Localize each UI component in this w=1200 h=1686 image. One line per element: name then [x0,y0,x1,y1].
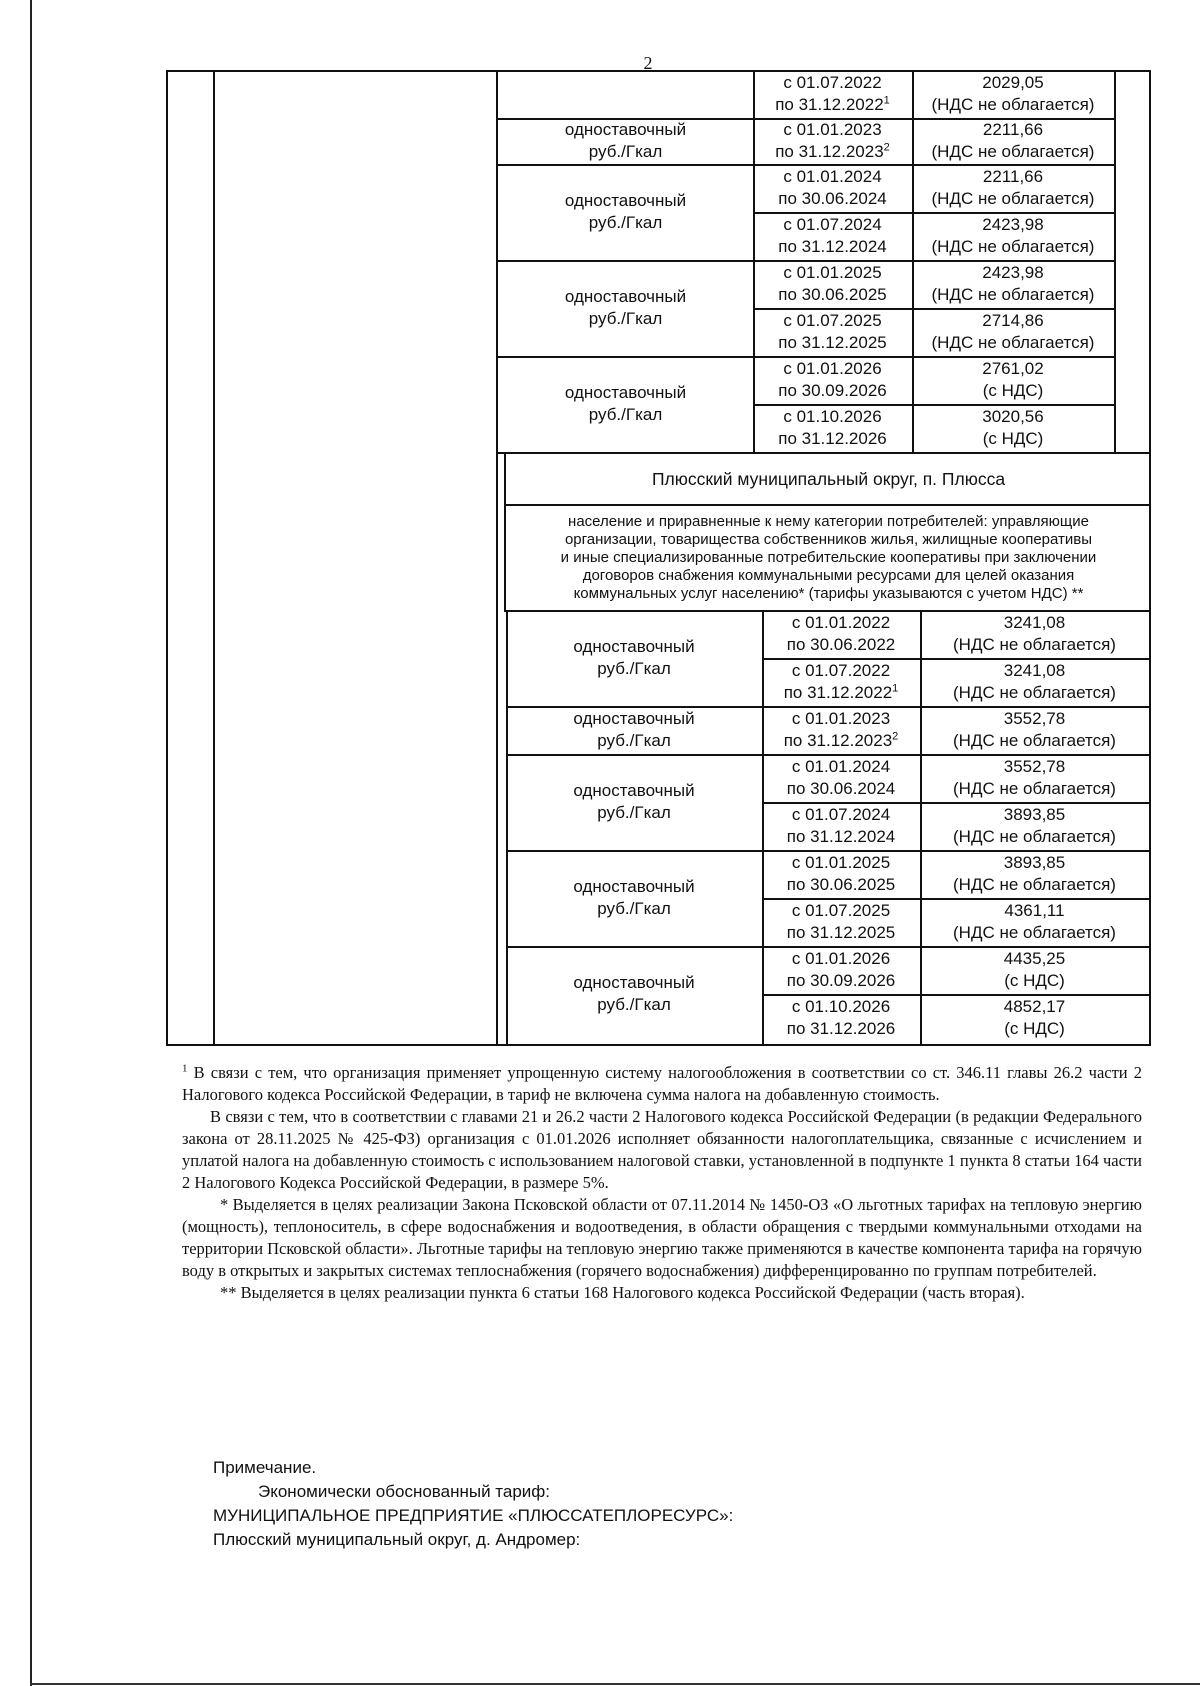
period-cell: с 01.01.2026 по 30.09.2026 [778,359,887,400]
tariff-value-cell: 2423,98 (НДС не облагается) [931,215,1095,256]
tariff-value-cell: 3020,56 (с НДС) [982,407,1044,448]
period-cell: с 01.10.2026 по 31.12.2026 [778,407,887,448]
footnote-1: $^1$ В связи с тем, что организация применяет упрощенную систему налогообложения в соответствии со ст. 346.11 главы 26.2 части 2 Налогового кодекса Российской Федерации, в тариф не включена сумма налога на добавленную стоимость. [182,1062,1143,1104]
period-cell: с 01.01.2023 по 31.12.2023$^2$ [783,709,899,750]
remark-block [213,1456,733,1552]
period-cell: с 01.07.2025 по 31.12.2025 [778,311,887,352]
period-cell: с 01.01.2025 по 30.06.2025 [778,263,887,304]
period-cell: с 01.01.2025 по 30.06.2025 [786,853,896,894]
period-cell: с 01.01.2026 по 30.09.2026 [786,949,896,990]
footnote-2: В связи с тем, что в соответствии с главами 21 и 26.2 части 2 Налогового кодекса Российской Федерации (в редакции Федерального закона от 28.11.2025 № 425-ФЗ) организация с 01.01.2026 исполняет обязанности налогоплательщика, связанные с исчислением и уплатой налога на добавленную стоимость с использованием налоговой ставки, установленной в подпункте 1 пункта 8 статьи 164 части 2 Налогового Кодекса Российской Федерации, в размере 5%. [182,1107,1142,1192]
tariff-value-cell: 3893,85 (НДС не облагается) [953,805,1116,846]
tariff-type-cell: одноставочный руб./Гкал [573,637,695,678]
footnotes [182,1062,1142,1304]
tariff-type-cell: одноставочный руб./Гкал [573,877,695,918]
period-cell: с 01.10.2026 по 31.12.2026 [786,997,896,1038]
period-cell: с 01.07.2025 по 31.12.2025 [786,901,896,942]
tariff-type-cell: одноставочный руб./Гкал [573,709,695,750]
tariff-value-cell: 3241,08 (НДС не облагается) [953,613,1116,654]
remark-title: Примечание. [213,1458,317,1477]
tariff-value-cell: 4361,11 (НДС не облагается) [953,901,1116,942]
table-col-rule [213,70,215,1046]
tariff-value-cell: 2211,66 (НДС не облагается) [931,120,1095,161]
period-cell: с 01.07.2022 по 31.12.2022$^1$ [783,661,899,702]
tariff-value-cell: 2714,86 (НДС не облагается) [931,311,1095,352]
tariff-value-cell: 3893,85 (НДС не облагается) [953,853,1116,894]
period-cell: с 01.01.2024 по 30.06.2024 [786,757,896,798]
consumer-group-description: население и приравненные к нему категории потребителей: управляющие организации, товарищества собственников жилья, жилищные кооперативы и иные специализированные потребительские кооперативы при заключении договоров снабжения коммунальными ресурсами для целей оказания коммунальных услуг населению* (тарифы указываются с учетом НДС) ** [560,513,1097,602]
tariff-type-cell: одноставочный руб./Гкал [564,120,687,161]
footnote-1-mark: 1 [182,1062,188,1075]
tariff-type-cell: одноставочный руб./Гкал [564,287,687,328]
tariff-value-cell: 2029,05 (НДС не облагается) [931,73,1095,114]
tariff-value-cell: 4435,25 (с НДС) [1003,949,1066,990]
period-cell: с 01.07.2022 по 31.12.2022$^1$ [775,73,890,114]
tariff-value-cell: 3241,08 (НДС не облагается) [953,661,1116,702]
remark-line-3: Плюсский муниципальный округ, д. Андромер: [213,1530,581,1549]
period-cell: с 01.07.2024 по 31.12.2024 [778,215,887,256]
page-number: 2 [643,53,653,73]
scan-edge-bottom [30,1683,1200,1685]
period-cell: с 01.01.2024 по 30.06.2024 [778,167,887,208]
tariff-value-cell: 4852,17 (с НДС) [1003,997,1066,1038]
remark-line-2: МУНИЦИПАЛЬНОЕ ПРЕДПРИЯТИЕ «ПЛЮССАТЕПЛОРЕСУРС»: [213,1506,734,1525]
footnote-star-1: * Выделяется в целях реализации Закона Псковской области от 07.11.2014 № 1450-ОЗ «О льготных тарифах на тепловую энергию (мощность), теплоноситель, в сфере водоснабжения и водоотведения, в области обращения с твердыми коммунальными отходами на территории Псковской области». Льготные тарифы на тепловую энергию также применяются в качестве компонента тарифа на горячую воду в открытых и закрытых системах теплоснабжения (горячего водоснабжения) дифференцированно по группам потребителей. [182,1195,1142,1280]
tariff-type-cell: одноставочный руб./Гкал [564,383,687,424]
region-title: Плюсский муниципальный округ, п. Плюсса [651,469,1006,489]
period-cell: с 01.01.2023 по 31.12.2023$^2$ [775,120,890,161]
footnote-star-2: ** Выделяется в целях реализации пункта 6 статьи 168 Налогового кодекса Российской Федерации (часть вторая). [220,1283,1025,1302]
period-cell: с 01.07.2024 по 31.12.2024 [786,805,896,846]
tariff-value-cell: 2211,66 (НДС не облагается) [931,167,1095,208]
tariff-value-cell: 3552,78 (НДС не облагается) [953,709,1116,750]
tariff-type-cell: одноставочный руб./Гкал [573,973,695,1014]
tariff-type-cell: одноставочный руб./Гкал [573,781,695,822]
table-col-rule [1114,70,1116,452]
tariff-type-cell: одноставочный руб./Гкал [564,191,687,232]
remark-line-1: Экономически обоснованный тариф: [258,1482,551,1501]
scan-edge-left [30,0,32,1686]
tariff-value-cell: 3552,78 (НДС не облагается) [953,757,1116,798]
period-cell: с 01.01.2022 по 30.06.2022 [786,613,896,654]
tariff-value-cell: 2761,02 (с НДС) [982,359,1044,400]
tariff-value-cell: 2423,98 (НДС не облагается) [931,263,1095,304]
